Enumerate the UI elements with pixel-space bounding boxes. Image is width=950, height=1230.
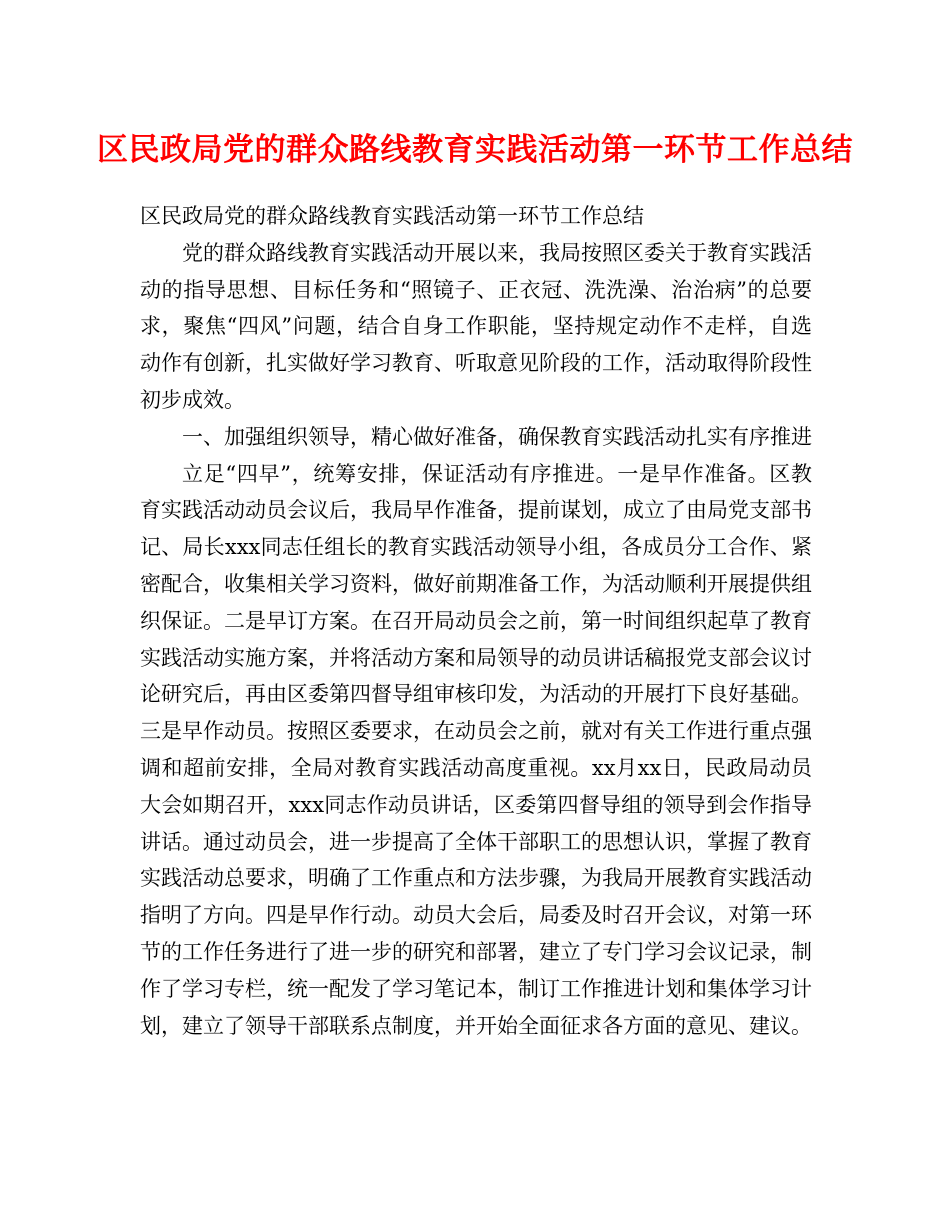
paragraph-section-body: 立足“四早”，统筹安排，保证活动有序推进。一是早作准备。区教育实践活动动员会议后，我局早作准备，提前谋划，成立了由局党支部书记、局长xxx同志任组长的教育实践活动领导小组，各成员分工合作、紧密配合，收集相关学习资料，做好前期准备工作，为活动顺利开展提供组织保证。二是早订方案。在召开局动员会之前，第一时间组织起草了教育实践活动实施方案，并将活动方案和局领导的动员讲话稿报党支部会议讨论研究后，再由区委第四督导组审核印发，为活动的开展打下良好基础。三是早作动员。按照区委要求，在动员会之前，就对有关工作进行重点强调和超前安排，全局对教育实践活动高度重视。xx月xx日，民政局动员大会如期召开，xxx同志作动员讲话，区委第四督导组的领导到会作指导讲话。通过动员会，进一步提高了全体干部职工的思想认识，掌握了教育实践活动总要求，明确了工作重点和方法步骤，为我局开展教育实践活动指明了方向。四是早作行动。动员大会后，局委及时召开会议，对第一环节的工作任务进行了进一步的研究和部署，建立了专门学习会议记录，制作了学习专栏，统一配发了学习笔记本，制订工作推进计划和集体学习计划，建立了领导干部联系点制度，并开始全面征求各方面的意见、建议。: [140, 461, 812, 1038]
document-body: [140, 198, 812, 1044]
paragraph-subtitle: 区民政局党的群众路线教育实践活动第一环节工作总结: [140, 204, 644, 228]
paragraph-intro: 党的群众路线教育实践活动开展以来，我局按照区委关于教育实践活动的指导思想、目标任务和“照镜子、正衣冠、洗洗澡、治治病”的总要求，聚焦“四风”问题，结合自身工作职能，坚持规定动作不走样，自选动作有创新，扎实做好学习教育、听取意见阶段的工作，活动取得阶段性初步成效。: [140, 240, 812, 412]
section-heading: 一、加强组织领导，精心做好准备，确保教育实践活动扎实有序推进: [182, 424, 812, 449]
document-title: 区民政局党的群众路线教育实践活动第一环节工作总结: [97, 132, 853, 168]
